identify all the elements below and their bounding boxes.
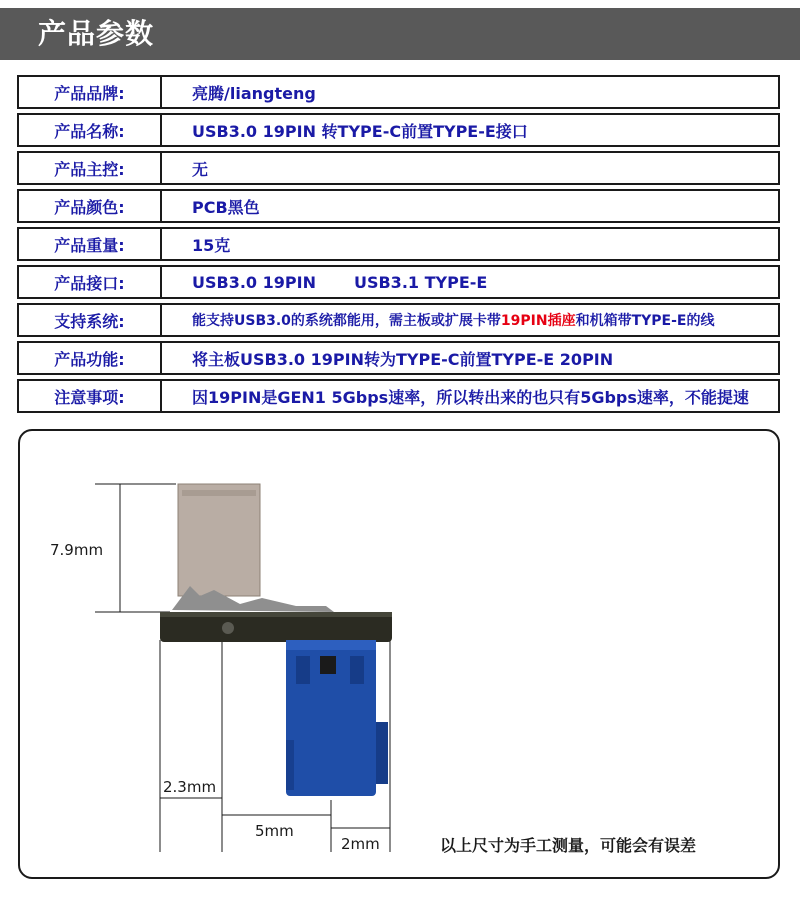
spec-label-notice: 注意事项: bbox=[17, 379, 162, 413]
spec-label-function: 产品功能: bbox=[17, 341, 162, 375]
section-title: 产品参数 bbox=[38, 17, 155, 50]
spec-label-brand: 产品品牌: bbox=[17, 75, 162, 109]
spec-label-interface: 产品接口: bbox=[17, 265, 162, 299]
spec-label-color: 产品颜色: bbox=[17, 189, 162, 223]
interface-a: USB3.0 19PIN bbox=[192, 272, 316, 292]
spec-value-color: PCB黑色 bbox=[162, 189, 780, 223]
spec-label-name: 产品名称: bbox=[17, 113, 162, 147]
system-text-pre: 能支持USB3.0的系统都能用，需主板或扩展卡带 bbox=[192, 313, 501, 329]
connector-shell bbox=[178, 484, 260, 596]
dim-height: 7.9mm bbox=[50, 541, 104, 559]
system-text-highlight: 19PIN插座 bbox=[500, 313, 576, 329]
dim-left-offset: 2.3mm bbox=[163, 778, 217, 796]
dim-width-mid: 5mm bbox=[255, 822, 294, 840]
system-text-post: 和机箱带TYPE-E的线 bbox=[575, 313, 715, 329]
spec-label-system: 支持系统: bbox=[17, 303, 162, 337]
measurement-note: 以上尺寸为手工测量，可能会有误差 bbox=[440, 836, 697, 855]
type-e-connector bbox=[286, 640, 388, 796]
spec-value-weight: 15克 bbox=[162, 227, 780, 261]
spec-value-controller: 无 bbox=[162, 151, 780, 185]
spec-label-controller: 产品主控: bbox=[17, 151, 162, 185]
spec-label-weight: 产品重量: bbox=[17, 227, 162, 261]
interface-b: USB3.1 TYPE-E bbox=[353, 272, 488, 292]
dim-width-right: 2mm bbox=[341, 835, 380, 853]
spec-value-function: 将主板USB3.0 19PIN转为TYPE-C前置TYPE-E 20PIN bbox=[162, 341, 780, 375]
spec-value-brand: 亮腾/liangteng bbox=[162, 75, 780, 109]
pcb-board bbox=[160, 612, 392, 642]
spec-value-name: USB3.0 19PIN 转TYPE-C前置TYPE-E接口 bbox=[162, 113, 780, 147]
spec-value-notice: 因19PIN是GEN1 5Gbps速率，所以转出来的也只有5Gbps速率，不能提速 bbox=[162, 379, 780, 413]
